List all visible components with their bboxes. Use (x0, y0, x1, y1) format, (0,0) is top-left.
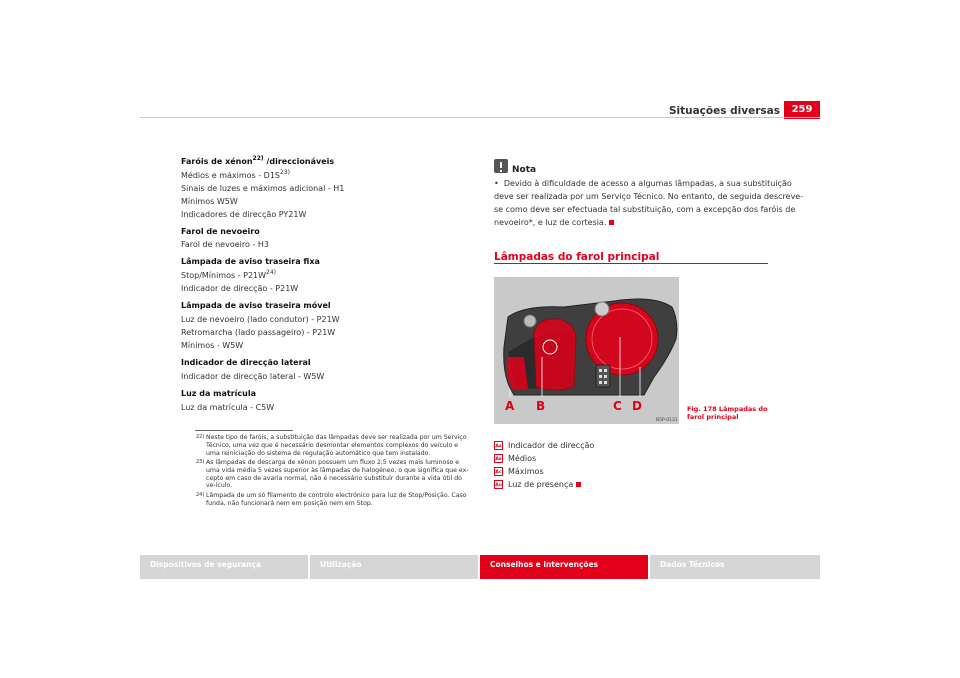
figure-caption: Fig. 178 Lâmpadas do farol principal (687, 405, 768, 421)
spec-line: Mínimos - W5W (181, 341, 244, 350)
footnote: 24) Lâmpada de um só filamento de controlo electrónico para luz de Stop/Posição. Caso funda, não funcionará nem em posição nem em Stop. (196, 492, 467, 507)
spec-line: Indicadores de direcção PY21W (181, 210, 307, 219)
group-fog-heading: Farol de nevoeiro (181, 227, 260, 236)
note-text-line: nevoeiro*, e luz de cortesia. (494, 217, 614, 230)
tab-dados-tecnicos[interactable]: Dados Técnicos (650, 555, 820, 579)
group-rear-fixed-heading: Lâmpada de aviso traseira fixa (181, 257, 320, 266)
note-text-line: • Devido à dificuldade de acesso a algumas lâmpadas, a sua substituição (494, 179, 792, 188)
legend-label: Médios (508, 454, 537, 463)
note-text-line: deve ser realizada por um Serviço Técnico. No entanto, de seguida descreve- (494, 192, 804, 201)
callout-a: A (505, 399, 515, 413)
group-xenon-heading: Faróis de xénon$^{22)}$ /direccionáveis (181, 155, 335, 166)
end-marker-icon (609, 220, 614, 225)
legend-badge-a: AA (494, 441, 503, 450)
legend-badge-b: AB (494, 454, 503, 463)
callout-b: B (536, 399, 546, 413)
callout-d: D (632, 399, 642, 413)
spec-line: Farol de nevoeiro - H3 (181, 240, 269, 249)
spec-line: Stop/Mínimos - $P21W^{24)}$ (181, 269, 277, 280)
headlamp-figure (494, 277, 679, 424)
legend-label: Indicador de direcção (508, 441, 595, 450)
spec-line: Indicador de direcção - P21W (181, 284, 299, 293)
legend-label: Máximos (508, 467, 544, 476)
spec-line: Luz da matrícula - C5W (181, 403, 275, 412)
group-side-indicator-heading: Indicador de direcção lateral (181, 358, 311, 367)
figure-code: B5P-0131 (656, 418, 678, 423)
end-marker-icon (576, 482, 581, 487)
spec-line: Indicador de direcção lateral - W5W (181, 372, 325, 381)
tab-conselhos-intervencoes[interactable]: Conselhos e intervenções (480, 555, 648, 579)
page-section-title: Situações diversas (668, 105, 780, 117)
section-divider (494, 263, 768, 264)
legend-badge-c: AC (494, 467, 503, 476)
spec-line: Sinais de luzes e máximos adicional - H1 (181, 184, 345, 193)
spec-line: Médios e máximos - $D1S^{23)}$ (181, 169, 290, 180)
spec-line: Mínimos W5W (181, 197, 238, 206)
group-rear-mobile-heading: Lâmpada de aviso traseira móvel (181, 301, 331, 310)
group-plate-heading: Luz da matrícula (181, 389, 256, 398)
legend-label: Luz de presença (508, 480, 581, 489)
note-text-line: se como deve ser efectuada tal substituição, com a excepção dos faróis de (494, 205, 796, 214)
note-icon (494, 159, 508, 173)
tab-dispositivos-seguranca[interactable]: Dispositivos de segurança (140, 555, 308, 579)
page-number: 259 (784, 101, 820, 119)
legend-badge-d: AD (494, 480, 503, 489)
spec-line: Retromarcha (lado passageiro) - P21W (181, 328, 336, 337)
footnote: 23) As lâmpadas de descarga de xénon possuem um fluxo 2,5 vezes mais luminoso e uma vida média 5 vezes superior às lâmpadas de halogéneo, o que significa que ex-cepto em caso de avaria normal, não é necessário substituir durante a vida útil do ve-ículo. (196, 459, 469, 490)
bullet: • (494, 179, 499, 188)
spec-line: Luz de nevoeiro (lado condutor) - P21W (181, 315, 340, 324)
callout-c: C (613, 399, 622, 413)
footnote: 22) Neste tipo de faróis, a substituição das lâmpadas deve ser realizada por um Serviço Técnico, uma vez que é necessário desmontar elementos complexos do veículo e uma reiniciação do sistema de regulação automático que tem instalado. (196, 434, 467, 457)
note-label: Nota (512, 165, 537, 175)
tab-utilizacao[interactable]: Utilização (310, 555, 478, 579)
section-title: Lâmpadas do farol principal (494, 251, 660, 263)
header-divider (140, 117, 820, 118)
footnote-divider (195, 430, 293, 431)
